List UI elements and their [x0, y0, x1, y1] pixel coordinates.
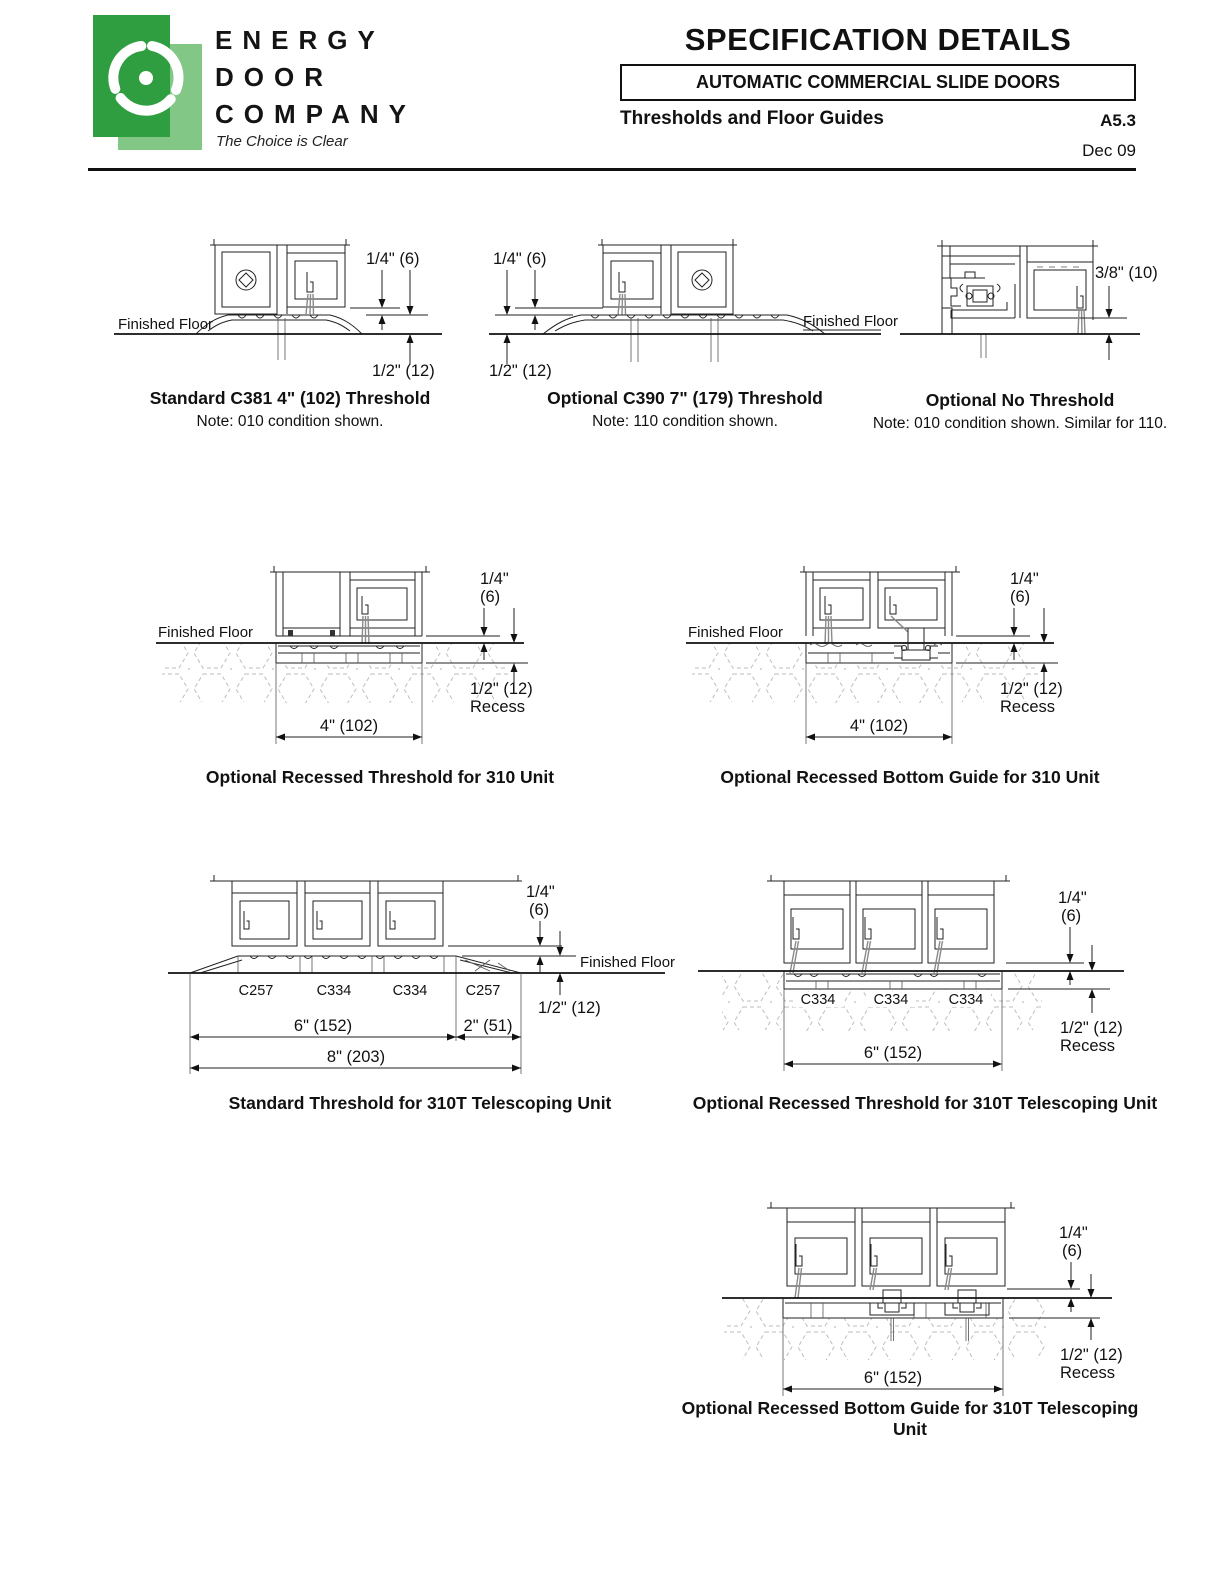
dim-three-eighths-label: 3/8" (10) [1095, 264, 1158, 282]
dimension-annotations [784, 889, 1123, 1071]
document-title: SPECIFICATION DETAILS [684, 22, 1072, 57]
guide-foot [902, 650, 930, 660]
finished-floor-label: Finished Floor [158, 624, 254, 641]
figure-recessed-guide-310t [670, 1186, 1150, 1440]
part-label: C334 [316, 983, 352, 999]
dim-half-label: 1/2" (12) [538, 999, 601, 1017]
concrete-hatch [724, 1299, 1048, 1360]
figure-caption: Standard C381 4" (102) Threshold [149, 388, 431, 408]
recessed-threshold-310t-drawing [690, 861, 1160, 1089]
recessed-threshold [784, 971, 1002, 989]
figure-recessed-threshold-310 [150, 564, 610, 788]
dim-half-label: 1/2" (12) [1060, 1346, 1123, 1364]
dim-quarter-label: 1/4" [480, 570, 509, 588]
dimension-annotations [783, 1224, 1123, 1396]
figure-no-threshold [855, 238, 1185, 433]
recessed-guide-310t-drawing [670, 1186, 1150, 1398]
brand-tagline: The Choice is Clear [216, 133, 348, 150]
brand-name [215, 22, 416, 133]
dim-width-label: 4" (102) [849, 717, 909, 735]
part-label: C334 [392, 983, 428, 999]
dim-half-label: 1/2" (12) [1000, 680, 1063, 698]
dim-quarter-label: 1/4" (6) [366, 250, 420, 268]
dim-width8-label: 8" (203) [326, 1048, 386, 1066]
dim-width2-label: 2" (51) [463, 1017, 513, 1035]
sheet-title: Thresholds and Floor Guides [620, 108, 884, 129]
logo-dark-rect [93, 15, 170, 137]
figure-recessed-guide-310 [680, 564, 1140, 788]
recessed-threshold [276, 643, 422, 663]
door-sweep-brush [795, 1268, 802, 1298]
dim-half-label: 1/2" (12) [489, 362, 552, 380]
sheet-number: A5.3 [1100, 111, 1136, 130]
brand-line-door: DOOR [215, 62, 333, 92]
door-section [767, 875, 1010, 973]
door-sweep-brush [1078, 310, 1085, 334]
figure-note: Note: 010 condition shown. [196, 413, 384, 430]
figure-caption: Optional Recessed Bottom Guide for 310T Telescoping Unit [681, 1398, 1139, 1439]
figure-caption: Optional C390 7" (179) Threshold [547, 388, 823, 408]
guide-hook [307, 272, 313, 292]
dim-half-label: 1/2" (12) [1060, 1019, 1123, 1037]
door-section [598, 239, 737, 315]
part-label: C334 [948, 992, 984, 1008]
door-sweep-brush [945, 1268, 952, 1290]
part-label: C257 [465, 983, 501, 999]
header-rule [88, 168, 1136, 171]
brand-line-company: COMPANY [215, 99, 416, 129]
figure-caption: Optional Recessed Threshold for 310T Telescoping Unit [692, 1093, 1158, 1113]
dim-quarter-mm-label: (6) [1010, 588, 1031, 606]
door-section [800, 566, 960, 644]
door-section [210, 875, 522, 946]
figure-note: Note: 110 condition shown. [592, 413, 778, 430]
dimension-annotations [1080, 264, 1158, 360]
figure-recessed-threshold-310t [690, 861, 1160, 1114]
finished-floor-label: Finished Floor [803, 313, 899, 330]
figure-optional-c390 [485, 238, 899, 431]
guide-hook [362, 596, 368, 614]
company-logo [90, 12, 210, 157]
dim-quarter-label: 1/4" [1059, 1224, 1088, 1242]
guide-hook [825, 596, 831, 614]
dim-half-label: 1/2" (12) [372, 362, 435, 380]
figure-caption: Optional Recessed Threshold for 310 Unit [205, 767, 555, 787]
finished-floor-label: Finished Floor [118, 316, 214, 333]
figure-standard-c381 [110, 238, 470, 431]
recessed-guide-310-drawing [680, 564, 1140, 759]
dim-width6-label: 6" (152) [293, 1017, 353, 1035]
category-box: AUTOMATIC COMMERCIAL SLIDE DOORS [620, 64, 1136, 101]
setting-block [288, 630, 293, 636]
guide-stem [908, 628, 924, 650]
door-section [767, 1202, 1015, 1298]
figure-caption: Optional Recessed Bottom Guide for 310 Unit [720, 767, 1100, 787]
figure-standard-threshold-310t [160, 861, 680, 1114]
dim-quarter-label: 1/4" [1010, 570, 1039, 588]
figure-caption: Optional No Threshold [925, 390, 1115, 410]
part-label: C334 [873, 992, 909, 1008]
part-label: C257 [238, 983, 274, 999]
dimension-annotations [190, 883, 675, 1074]
dim-quarter-mm-label: (6) [480, 588, 501, 606]
dim-width6-label: 6" (152) [863, 1044, 923, 1062]
door-sweep-brush [618, 294, 626, 315]
standard-threshold-310t-drawing [160, 861, 680, 1089]
no-threshold-drawing [855, 238, 1185, 390]
dim-quarter-label: 1/4" [526, 883, 555, 901]
recess-label: Recess [1060, 1037, 1116, 1055]
brand-line-energy: ENERGY [215, 25, 385, 55]
recessed-threshold-310-drawing [150, 564, 610, 759]
dimension-annotations [350, 250, 435, 380]
guide-hook [1077, 286, 1083, 308]
finished-floor-label: Finished Floor [580, 954, 676, 971]
finished-floor-label: Finished Floor [688, 624, 784, 641]
dim-quarter-mm-label: (6) [529, 901, 550, 919]
door-sweep-brush [306, 294, 314, 314]
door-sweep-brush [825, 616, 832, 644]
door-section [210, 239, 350, 314]
door-section [937, 240, 1098, 358]
optional-c390-drawing [485, 238, 899, 388]
standard-c381-drawing [110, 238, 470, 388]
recess-label: Recess [1060, 1364, 1116, 1382]
figure-caption: Standard Threshold for 310T Telescoping Unit [228, 1093, 612, 1113]
recess-label: Recess [1000, 698, 1056, 716]
dim-quarter-label: 1/4" [1058, 889, 1087, 907]
guide-hook [619, 272, 625, 292]
threshold-profile [543, 315, 825, 362]
setting-block [330, 630, 335, 636]
sheet-date: Dec 09 [1082, 141, 1136, 160]
part-label: C334 [800, 992, 836, 1008]
recess-label: Recess [470, 698, 526, 716]
dim-width-label: 4" (102) [319, 717, 379, 735]
dim-quarter-label: 1/4" (6) [493, 250, 547, 268]
threshold-profile [196, 315, 362, 360]
dim-width6-label: 6" (152) [863, 1369, 923, 1387]
door-sweep-brush [362, 616, 369, 644]
door-sweep-brush [870, 1268, 877, 1290]
dim-quarter-mm-label: (6) [1062, 1242, 1083, 1260]
dim-half-label: 1/2" (12) [470, 680, 533, 698]
door-section [270, 566, 430, 644]
door-sweep-brush [891, 616, 908, 632]
figure-note: Note: 010 condition shown. Similar for 110. [872, 415, 1168, 432]
dim-quarter-mm-label: (6) [1061, 907, 1082, 925]
guide-hook [890, 596, 896, 614]
